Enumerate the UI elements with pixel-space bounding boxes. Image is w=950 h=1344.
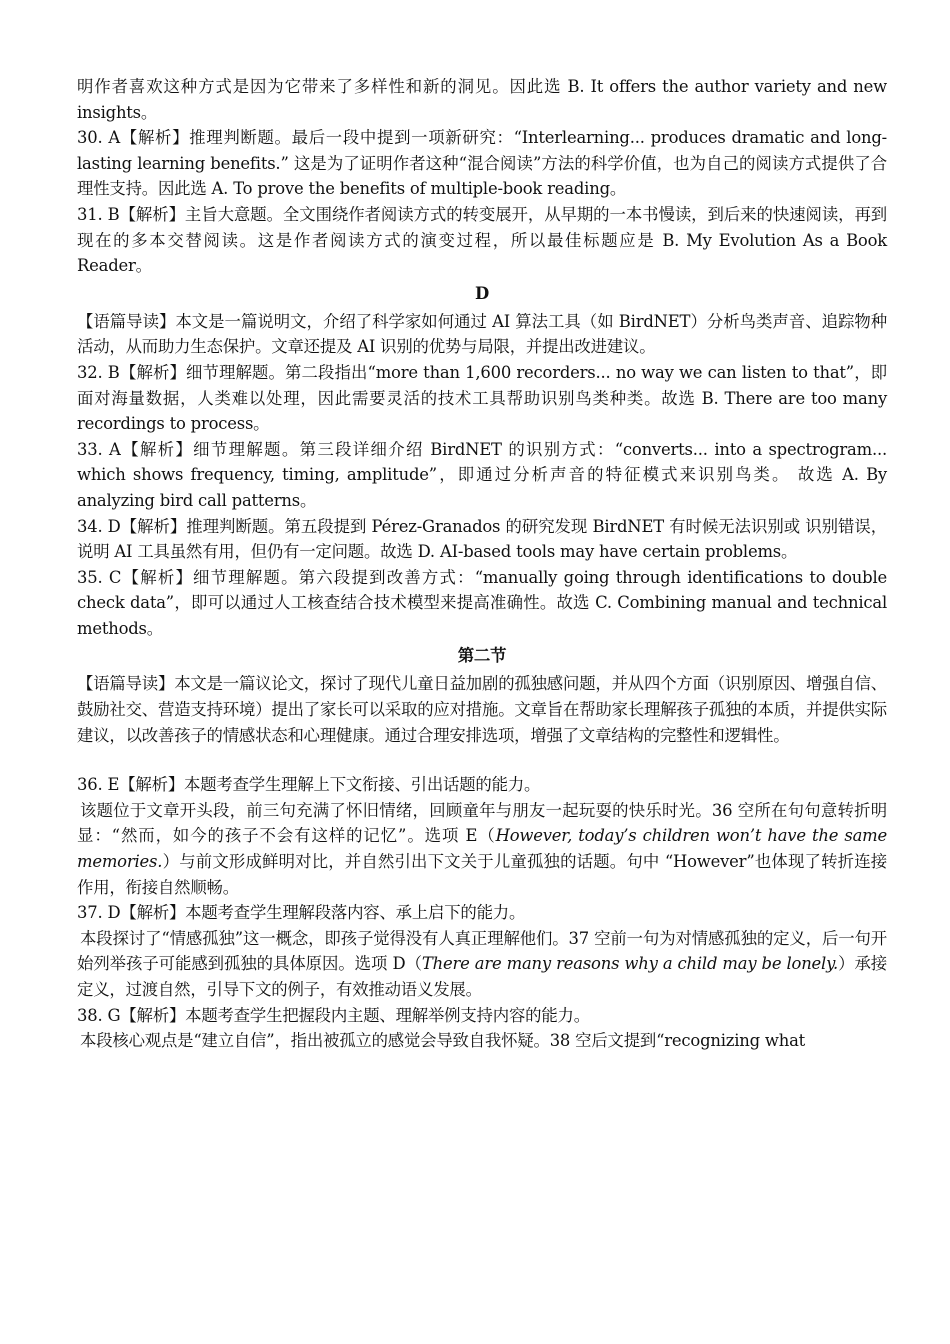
body-text: ）与前文形成鲜明对比，并自然引出下文关于儿童孤独的话题。句中 “However”也体现了转折连接作用，衔接自然顺畅。	[77, 852, 887, 897]
passage-intro-d: 【语篇导读】本文是一篇说明文，介绍了科学家如何通过 AI 算法工具（如 BirdNET）分析鸟类声音、追踪物种活动，从而助力生态保护。文章还提及 AI 识别的优势与局限，并提出改进建议。	[77, 311, 887, 357]
option-quote: There are many reasons why a child may be lonely.	[421, 954, 838, 974]
answer-38-body: 本段核心观点是“建立自信”，指出被孤立的感觉会导致自我怀疑。38 空后文提到“recognizing what	[80, 1031, 806, 1051]
answer-32: 32. B【解析】细节理解题。第二段指出“more than 1,600 recorders... no way we can listen to that”，即 面对海量数据，人类难以处理，因此需要灵活的技术工具帮助识别鸟类种类。故选 B. There are too many recordings to process。	[77, 362, 887, 434]
body-text: ）承接定义，过渡自然，引导下文的例子，有效推动语义发展。	[77, 954, 887, 999]
section-heading-d: D	[474, 283, 489, 303]
body-text: 本段探讨了“情感孤独”这一概念，即孩子觉得没有人真正理解他们。37 空前一句为对情感孤独的定义，后一句开始列举孩子可能感到孤独的具体原因。选项 D（	[77, 928, 887, 974]
answer-34: 34. D【解析】推理判断题。第五段提到 Pérez-Granados 的研究发现 BirdNET 有时候无法识别或 识别错误，说明 AI 工具虽然有用，但仍有一定问题。故选 D. AI-based tools may have certain problems。	[77, 516, 887, 562]
passage-intro-part2: 【语篇导读】本文是一篇议论文，探讨了现代儿童日益加剧的孤独感问题，并从四个方面（识别原因、增强自信、鼓励社交、营造支持环境）提出了家长可以采取的应对措施。文章旨在帮助家长理解孩子孤独的本质，并提供实际建议，以改善孩子的情感状态和心理健康。通过合理安排选项，增强了文章结构的完整性和逻辑性。	[77, 674, 887, 745]
answer-31: 31. B【解析】主旨大意题。全文围绕作者阅读方式的转变展开，从早期的一本书慢读，到后来的快速阅读，再到现在的多本交替阅读。这是作者阅读方式的演变过程，所以最佳标题应是 B. My Evolution As a Book Reader。	[77, 204, 887, 276]
section-heading-part2: 第二节	[457, 646, 507, 666]
para-29-cont: 明作者喜欢这种方式是因为它带来了多样性和新的洞见。因此选 B. It offers the author variety and new insights。	[77, 77, 887, 122]
body-text: 该题位于文章开头段，前三句充满了怀旧情绪，回顾童年与朋友一起玩耍的快乐时光。36 空所在句句意转折明显：“然而，如今的孩子不会有这样的记忆”。选项 E（	[77, 800, 887, 846]
answer-37-head: 37. D【解析】本题考查学生理解段落内容、承上启下的能力。	[77, 903, 526, 923]
blank-gap	[77, 748, 887, 772]
answer-38-head: 38. G【解析】本题考查学生把握段内主题、理解举例支持内容的能力。	[77, 1005, 590, 1025]
answer-37-body	[77, 926, 887, 1003]
answer-35: 35. C【解析】细节理解题。第六段提到改善方式：“manually going through identifications to double check data”，即可以通过人工核查结合技术模型来提高准确性。故选 C. Combining manual and technical methods。	[77, 567, 887, 638]
option-quote: However, today’s children won’t have the same memories.	[77, 826, 887, 872]
answer-36-body	[77, 798, 887, 900]
answer-33: 33. A【解析】细节理解题。第三段详细介绍 BirdNET 的识别方式：“converts... into a spectrogram... which shows frequency, timing, amplitude”，即通过分析声音的特征模式来识别鸟类。 故选 A. By analyzing bird call patterns。	[77, 439, 887, 510]
answer-key-content	[77, 74, 887, 1054]
answer-36-head: 36. E【解析】本题考查学生理解上下文衔接、引出话题的能力。	[77, 775, 541, 795]
answer-30: 30. A【解析】推理判断题。最后一段中提到一项新研究：“Interlearning... produces dramatic and long-lasting learning benefits.” 这是为了证明作者这种“混合阅读”方法的科学价值，也为自己的阅读方式提供了合理性支持。因此选 A. To prove the benefits of multiple-book reading。	[77, 128, 887, 199]
